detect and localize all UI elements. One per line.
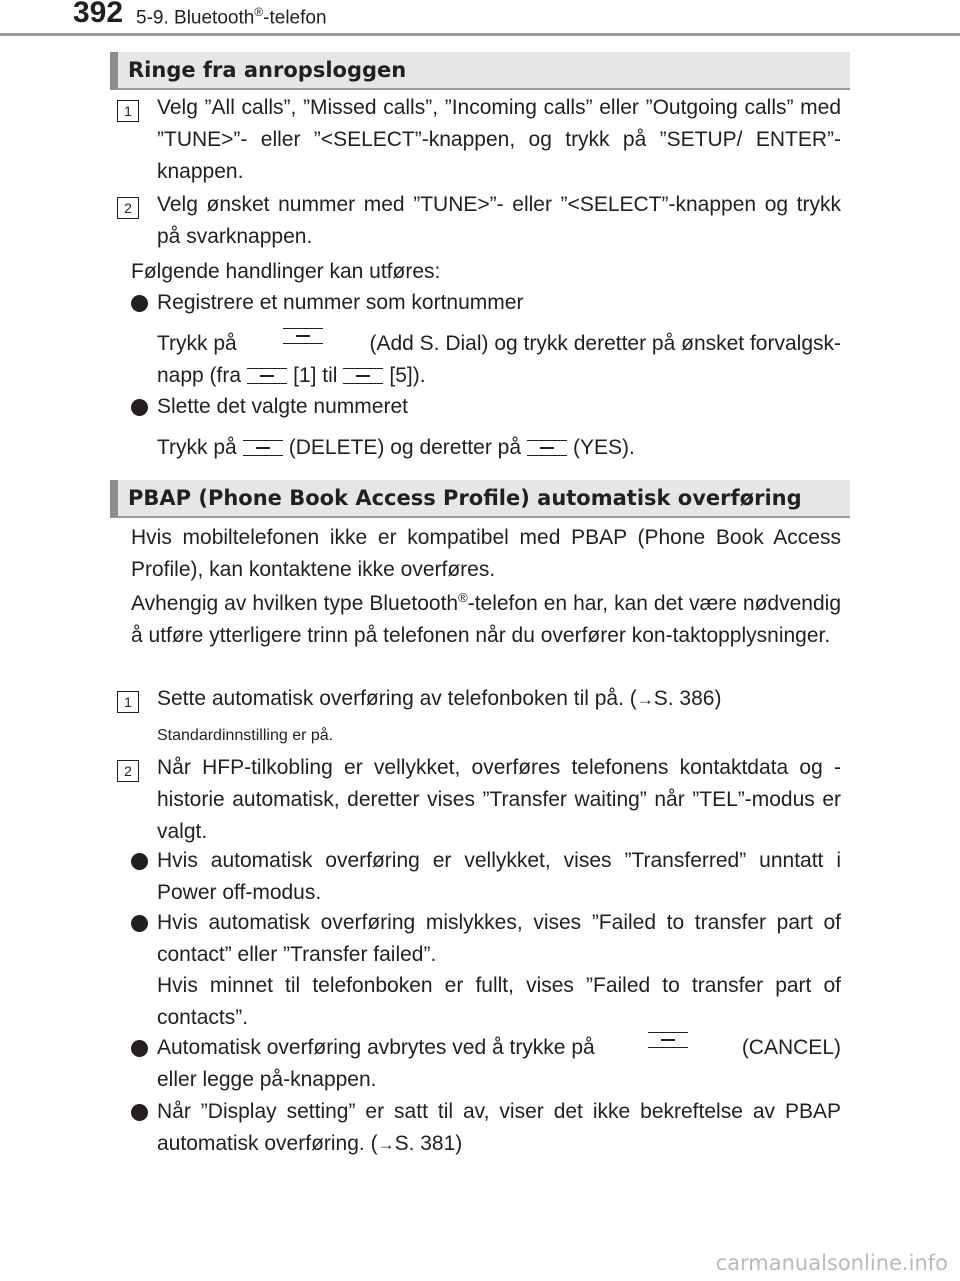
pbap-compatibility-note: Hvis mobiltelefonen ikke er kompatibel med PBAP (Phone Book Access Profile), kan kontaktene ikke overføres. [131, 526, 841, 581]
bullet-dot [131, 1040, 148, 1057]
cancel-button-icon [648, 1032, 688, 1048]
step-number-2: 2 [117, 197, 139, 219]
section-heading-pbap: PBAP (Phone Book Access Profile) automatisk overføring [110, 480, 850, 518]
default-setting-note: Standardinnstilling er på. [157, 727, 334, 744]
bullet-dot [131, 853, 148, 870]
bullet-transfer-success: Hvis automatisk overføring er vellykket, vises ”Transferred” unntatt i Power off-modus. [157, 849, 841, 904]
chapter-title: 5-9. Bluetooth®-telefon [136, 5, 327, 29]
bullet-speed-dial: Registrere et nummer som kortnummer [157, 291, 524, 314]
add-speed-dial-button-icon [283, 328, 323, 344]
step-1-text: Velg ”All calls”, ”Missed calls”, ”Incoming calls” eller ”Outgoing calls” med ”TUNE>”- eller ”<SELECT”-knappen, og trykk på ”SETUP/ ENTER”-knappen. [157, 96, 841, 183]
delete-instruction: Trykk på (DELETE) og deretter på (YES). [157, 436, 635, 459]
page-ref-arrow-icon: → [636, 690, 654, 709]
cancel-transfer-line-1: Automatisk overføring avbrytes ved å trykke på (CANCEL) [157, 1032, 841, 1064]
header-rule [0, 33, 960, 36]
step-2-text: Velg ønsket nummer med ”TUNE>”- eller ”<SELECT”-knappen og trykk på svarknappen. [157, 193, 841, 248]
cancel-transfer-line-2: eller legge på-knappen. [157, 1068, 377, 1091]
bullet-dot [131, 295, 148, 312]
bullet-dot [131, 399, 148, 416]
pbap-step-number-2: 2 [117, 760, 139, 782]
pbap-step-1-text: Sette automatisk overføring av telefonboken til på. (→S. 386) [157, 687, 722, 710]
step-number-1: 1 [117, 100, 139, 122]
actions-intro: Følgende handlinger kan utføres: [131, 260, 441, 283]
bullet-delete-number: Slette det valgte nummeret [157, 395, 408, 418]
pbap-phone-dependency-note: Avhengig av hvilken type Bluetooth®-telefon en har, kan det være nødvendig å utføre ytterligere trinn på telefonen når du overfører kon-taktopplysninger. [131, 590, 841, 647]
page-ref-arrow-icon: → [377, 1135, 395, 1154]
page-number: 392 [73, 0, 124, 29]
delete-button-icon [243, 440, 283, 456]
speed-dial-instruction-line-1: Trykk på (Add S. Dial) og trykk deretter på ønsket forvalgsk- [157, 328, 841, 360]
pbap-step-number-1: 1 [117, 691, 139, 713]
yes-button-icon [527, 440, 567, 456]
phonebook-full-note: Hvis minnet til telefonboken er fullt, vises ”Failed to transfer part of contacts”. [157, 974, 841, 1029]
bullet-dot [131, 915, 148, 932]
preset-1-button-icon [247, 368, 287, 384]
speed-dial-instruction-line-2: napp (fra [1] til [5]). [157, 364, 426, 387]
watermark: carmanualsonline.info [715, 1251, 948, 1275]
bullet-display-setting: Når ”Display setting” er satt til av, viser det ikke bekreftelse av PBAP automatisk overføring. (→S. 381) [157, 1100, 841, 1155]
bullet-transfer-failed: Hvis automatisk overføring mislykkes, vises ”Failed to transfer part of contact” eller ”Transfer failed”. [157, 911, 841, 966]
pbap-step-2-text: Når HFP-tilkobling er vellykket, overføres telefonens kontaktdata og -historie automatisk, deretter vises ”Transfer waiting” når ”TEL”-modus er valgt. [157, 756, 841, 843]
bullet-dot [131, 1104, 148, 1121]
section-heading-call-log: Ringe fra anropsloggen [110, 52, 850, 90]
preset-5-button-icon [343, 368, 383, 384]
